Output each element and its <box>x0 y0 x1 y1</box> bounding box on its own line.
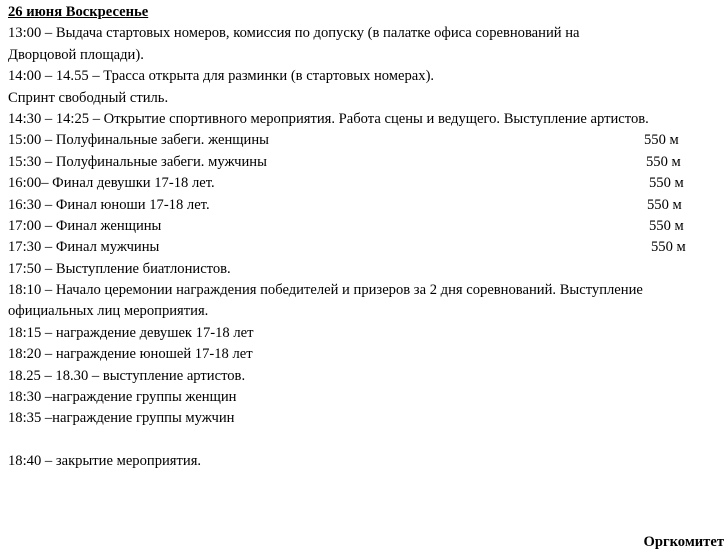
race-text: 16:30 – Финал юноши 17-18 лет. <box>8 196 210 213</box>
signature: Оргкомитет <box>643 534 724 550</box>
schedule-line: Дворцовой площади). <box>8 46 144 63</box>
schedule-line: Спринт свободный стиль. <box>8 89 169 106</box>
race-row <box>8 152 724 173</box>
schedule-document <box>8 2 724 473</box>
schedule-line: 18:10 – Начало церемонии награждения победителей и призеров за 2 дня соревнований. Выступление <box>8 282 643 299</box>
race-text: 15:00 – Полуфинальные забеги. женщины <box>8 132 269 149</box>
race-row <box>8 216 724 237</box>
race-distance: 550 м <box>649 217 684 234</box>
race-text: 15:30 – Полуфинальные забеги. мужчины <box>8 153 267 170</box>
schedule-line: 18:35 –награждение группы мужчин <box>8 410 235 427</box>
race-text: 17:30 – Финал мужчины <box>8 239 160 256</box>
race-distance: 550 м <box>651 239 686 256</box>
race-text: 17:00 – Финал женщины <box>8 217 162 234</box>
schedule-line: 14:30 – 14:25 – Открытие спортивного мероприятия. Работа сцены и ведущего. Выступление артистов. <box>8 110 649 127</box>
race-row <box>8 195 724 216</box>
schedule-line: 18:30 –награждение группы женщин <box>8 389 237 406</box>
race-row <box>8 173 724 194</box>
blank-line <box>8 430 724 451</box>
race-distance: 550 м <box>646 153 681 170</box>
schedule-line: 18.25 – 18.30 – выступление артистов. <box>8 367 246 384</box>
closing-line: 18:40 – закрытие мероприятия. <box>8 453 202 470</box>
race-distance: 550 м <box>647 196 682 213</box>
race-distance: 550 м <box>644 132 679 149</box>
race-distance: 550 м <box>649 175 684 192</box>
schedule-line: 18:20 – награждение юношей 17-18 лет <box>8 346 253 363</box>
race-text: 16:00– Финал девушки 17-18 лет. <box>8 175 215 192</box>
schedule-line: 14:00 – 14.55 – Трасса открыта для разминки (в стартовых номерах). <box>8 68 435 85</box>
document-title: 26 июня Воскресенье <box>8 4 149 20</box>
schedule-line: 13:00 – Выдача стартовых номеров, комиссия по допуску (в палатке офиса соревнований на <box>8 25 580 42</box>
race-row <box>8 237 724 258</box>
schedule-line: официальных лиц мероприятия. <box>8 303 209 320</box>
schedule-line: 17:50 – Выступление биатлонистов. <box>8 260 231 277</box>
schedule-line: 18:15 – награждение девушек 17-18 лет <box>8 324 254 341</box>
race-row <box>8 130 724 151</box>
